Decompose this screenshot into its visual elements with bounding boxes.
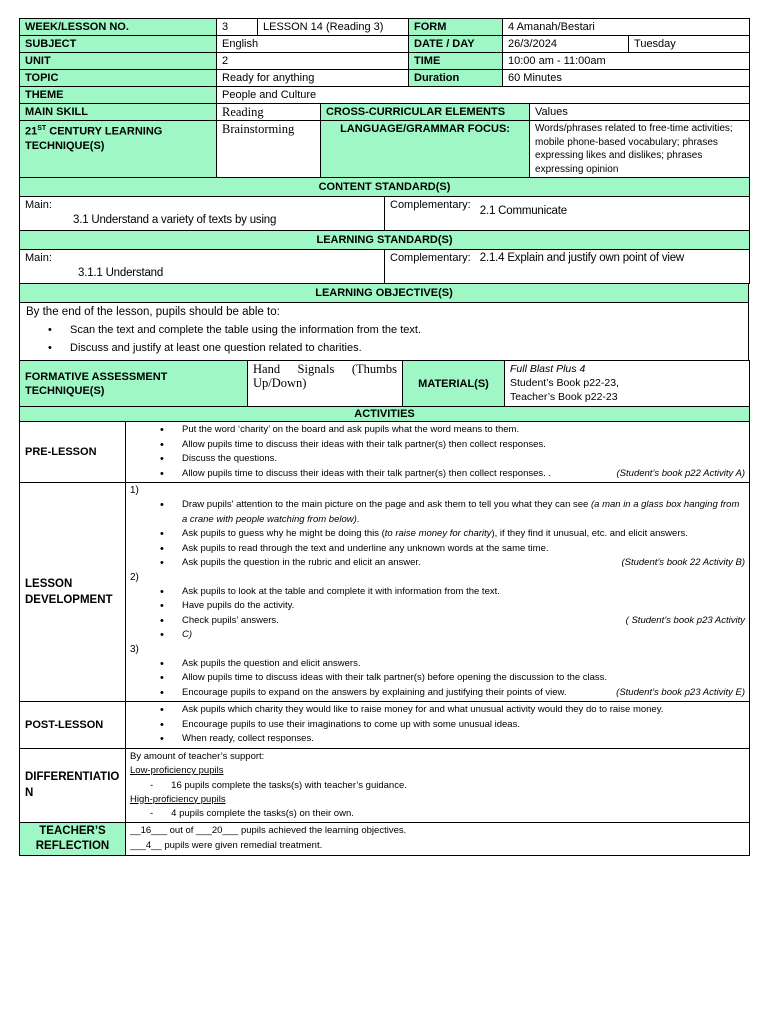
- list-item: • Allow pupils time to discuss their ideas with their talk partner(s) then collect responses.: [130, 438, 745, 453]
- step-2-list: [130, 585, 745, 643]
- content-main: [20, 197, 385, 231]
- c21-label: 21ST CENTURY LEARNING TECHNIQUE(S): [20, 121, 217, 178]
- list-item: • Encourage pupils to use their imaginations to come up with some unusual ideas.: [130, 718, 745, 733]
- reflection-label: TEACHER’S REFLECTION: [20, 823, 126, 856]
- material-students-book: Student’s Book p22-23,: [510, 377, 619, 389]
- list-item: • Check pupils’ answers. ( Student’s book p23 Activity: [130, 614, 745, 629]
- form-value: 4 Amanah/Bestari: [503, 19, 750, 36]
- step-1-number: 1): [130, 485, 139, 496]
- cce-label: CROSS-CURRICULAR ELEMENTS: [321, 104, 530, 121]
- content-standard-title: CONTENT STANDARD(S): [20, 178, 750, 197]
- content-comp: [385, 197, 750, 231]
- material-label: MATERIAL(S): [403, 361, 505, 407]
- form-label: FORM: [409, 19, 503, 36]
- subject-label: SUBJECT: [20, 36, 217, 53]
- duration-label: Duration: [409, 70, 503, 87]
- content-comp-value: 2.1 Communicate: [479, 205, 567, 217]
- c21-value: Brainstorming: [217, 121, 321, 178]
- content-main-label: Main:: [25, 199, 52, 211]
- learning-standard-title: LEARNING STANDARD(S): [20, 231, 750, 250]
- pre-lesson-label: PRE-LESSON: [20, 422, 126, 483]
- activities-title: ACTIVITIES: [20, 407, 750, 422]
- pre-lesson-list: [130, 423, 745, 481]
- list-item: • Put the word ‘charity’ on the board and ask pupils what the word means to them.: [130, 423, 745, 438]
- list-item: • Draw pupils' attention to the main picture on the page and ask them to tell you what they can see (a man in a glass box hanging from a crane with people watching from below).: [130, 498, 745, 527]
- pre-lesson-body: [126, 422, 750, 483]
- lesson-plan: [19, 18, 749, 856]
- lesson-development-body: [126, 483, 750, 702]
- cce-value: Values: [530, 104, 750, 121]
- post-lesson-body: [126, 702, 750, 749]
- step-3-ref: (Student’s book p23 Activity E): [616, 686, 746, 698]
- step-2-number: 2): [130, 571, 139, 583]
- theme-label: THEME: [20, 87, 217, 104]
- learning-main-value: 3.1.1 Understand: [78, 267, 164, 279]
- list-item: • Ask pupils to guess why he might be doing this (to raise money for charity), if they find it unusual, etc. and elicit answers.: [130, 527, 745, 542]
- objective-body: [20, 303, 749, 361]
- post-lesson-list: [130, 703, 745, 747]
- high-proficiency-item: - 4 pupils complete the tasks(s) on their own.: [150, 808, 354, 819]
- content-main-value: 3.1 Understand a variety of texts by using: [73, 214, 277, 226]
- main-skill-value: Reading: [217, 104, 321, 121]
- learning-main-label: Main:: [25, 252, 52, 264]
- unit-value: 2: [217, 53, 409, 70]
- theme-value: People and Culture: [217, 87, 750, 104]
- material-teachers-book: Teacher’s Book p22-23: [510, 391, 618, 403]
- objective-item: • Scan the text and complete the table using the information from the text.: [26, 321, 742, 339]
- list-item: • Have pupils do the activity.: [130, 599, 745, 614]
- unit-label: UNIT: [20, 53, 217, 70]
- week-label: WEEK/LESSON NO.: [20, 19, 217, 36]
- topic-value: Ready for anything: [217, 70, 409, 87]
- assessment-label: FORMATIVE ASSESSMENT TECHNIQUE(S): [20, 361, 248, 407]
- differentiation-label: DIFFERENTIATIO N: [20, 748, 126, 823]
- differentiation-intro: By amount of teacher’s support:: [130, 750, 265, 762]
- step-1-ref: (Student’s book 22 Activity B): [621, 557, 746, 568]
- learning-comp-label: Complementary:: [390, 252, 471, 264]
- post-lesson-label: POST-LESSON: [20, 702, 126, 749]
- step-3-list: [130, 657, 745, 701]
- learning-comp: [385, 250, 750, 284]
- pre-lesson-ref: (Student’s book p22 Activity A): [616, 467, 746, 479]
- lesson-development-label: LESSON DEVELOPMENT: [20, 483, 126, 702]
- week-value: 3: [217, 19, 258, 36]
- time-value: 10:00 am - 11:00am: [503, 53, 750, 70]
- objective-intro: By the end of the lesson, pupils should be able to:: [26, 306, 280, 318]
- step-3-number: 3): [130, 643, 139, 655]
- step-1-list: [130, 498, 745, 571]
- learning-comp-value: 2.1.4 Explain and justify own point of view: [479, 252, 685, 264]
- reflection-line-1: __16___ out of ___20___ pupils achieved the learning objectives.: [130, 825, 407, 836]
- lesson-value: LESSON 14 (Reading 3): [258, 19, 409, 36]
- date-value: 26/3/2024: [503, 36, 629, 53]
- duration-value: 60 Minutes: [503, 70, 750, 87]
- low-proficiency-item: - 16 pupils complete the tasks(s) with teacher’s guidance.: [150, 779, 407, 791]
- step-2-ref: ( Student’s book p23 Activity: [625, 614, 746, 626]
- list-item: • Ask pupils the question and elicit answers.: [130, 657, 745, 672]
- objective-title: LEARNING OBJECTIVE(S): [20, 284, 749, 303]
- list-item: • Ask pupils the question in the rubric and elicit an answer. (Student’s book 22 Activity B): [130, 556, 745, 571]
- low-proficiency-label: Low-proficiency pupils: [130, 765, 224, 776]
- objective-list: [26, 321, 742, 357]
- day-value: Tuesday: [629, 36, 750, 53]
- differentiation-body: [126, 748, 750, 823]
- topic-label: TOPIC: [20, 70, 217, 87]
- main-skill-label: MAIN SKILL: [20, 104, 217, 121]
- list-item: • Allow pupils time to discuss ideas with their talk partner(s) before opening the discussion to the class.: [130, 671, 745, 686]
- high-proficiency-label: High-proficiency pupils: [130, 793, 226, 805]
- learning-standard-table: [19, 230, 750, 284]
- list-item: • Ask pupils to read through the text and underline any unknown words at the same time.: [130, 542, 745, 557]
- content-standard-table: [19, 177, 750, 231]
- reflection-body: [126, 823, 750, 856]
- list-item: • Ask pupils which charity they would like to raise money for and what unusual activity would they do to raise money.: [130, 703, 745, 718]
- assessment-table: [19, 360, 750, 407]
- objective-item: • Discuss and justify at least one question related to charities.: [26, 339, 742, 357]
- header-table: [19, 18, 750, 178]
- material-book: Full Blast Plus 4: [510, 363, 586, 375]
- activities-table: [19, 406, 750, 856]
- list-item: • When ready, collect responses.: [130, 732, 745, 747]
- list-item: • Discuss the questions.: [130, 452, 745, 467]
- list-item: • Ask pupils to look at the table and complete it with information from the text.: [130, 585, 745, 600]
- list-item: • Allow pupils time to discuss their ideas with their talk partner(s) then collect responses. . (Student’s book p22 Activity A): [130, 467, 745, 482]
- reflection-line-2: ___4__ pupils were given remedial treatment.: [130, 839, 323, 851]
- grammar-value: Words/phrases related to free-time activities; mobile phone-based vocabulary; phrases expressing likes and dislikes; phrases expressing opinion: [530, 121, 750, 178]
- learning-main: [20, 250, 385, 284]
- content-comp-label: Complementary:: [390, 199, 471, 211]
- subject-value: English: [217, 36, 409, 53]
- grammar-label: LANGUAGE/GRAMMAR FOCUS:: [321, 121, 530, 178]
- objective-table: [19, 283, 749, 361]
- list-item: • Encourage pupils to expand on the answers by explaining and justifying their points of view. (Student’s book p23 Activity E): [130, 686, 745, 701]
- time-label: TIME: [409, 53, 503, 70]
- assessment-value: Hand Signals (Thumbs Up/Down): [248, 361, 403, 407]
- list-item-continued: • C): [130, 628, 745, 643]
- material-value: [505, 361, 750, 407]
- date-label: DATE / DAY: [409, 36, 503, 53]
